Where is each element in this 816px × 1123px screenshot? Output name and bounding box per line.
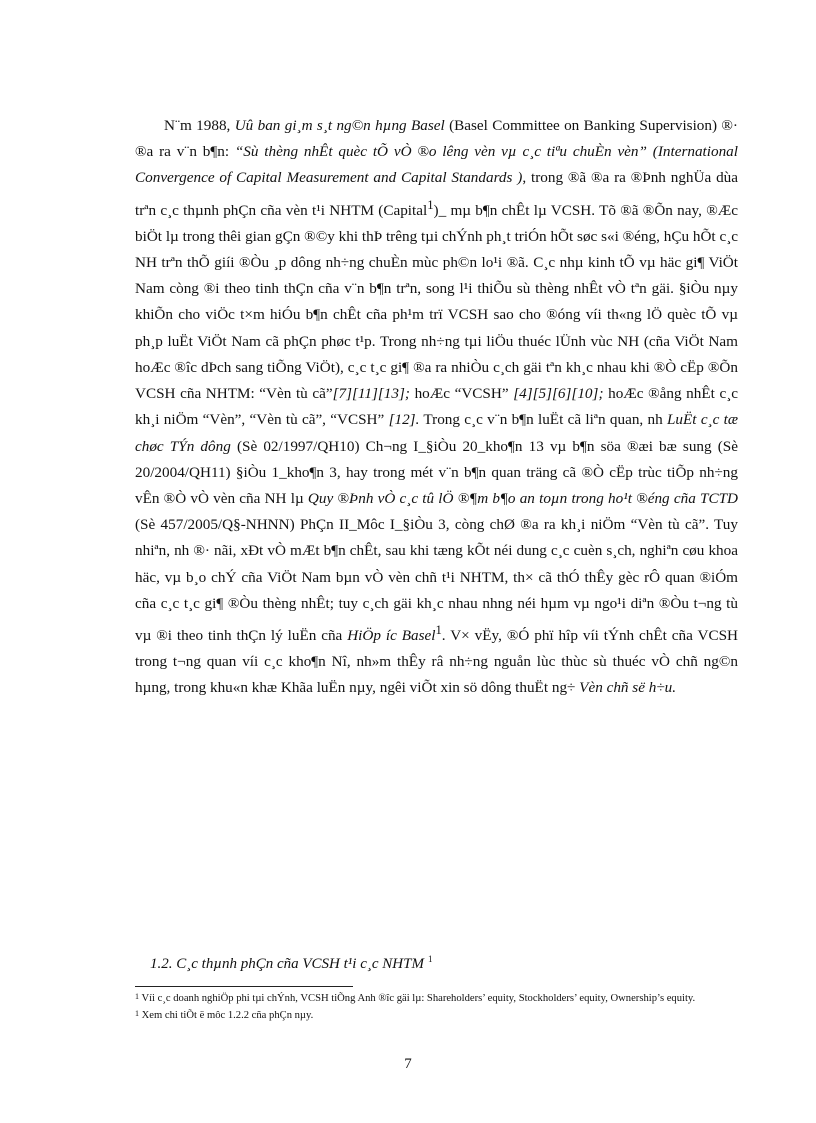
italic-text-run: Quy ®Þnh vÒ c¸c tû lÖ ®¶m b¶o an toµn trong ho¹t ®éng cña TCTD [307,489,738,507]
footnote-marker: 1 [435,622,442,637]
body-paragraph [135,113,738,702]
footnote-text: Xem chi tiÕt ë môc 1.2.2 cña phÇn nµy. [139,1010,314,1022]
italic-text-run: LuËt c¸c tæ chøc TÝn dông [135,411,738,455]
italic-text-run: “Sù thèng nhÊt quèc tÕ vÒ ®o lêng vèn vµ c¸c tiªu chuÈn vèn” (International Convergence of Capital Measurement and Capital Standards ) [135,143,738,187]
text-run: )_ mµ b¶n chÊt lµ VCSH. Tõ ®ã ®Õn nay, ®Æc biÖt lµ trong thêi gian gÇn ®©y khi thÞ trêng tµi chÝnh ph¸t triÓn hÕt søc s«i ®éng, hÇu hÕt c¸c NH trªn thÕ giíi ®Òu ¸p dông nh÷ng chuÈn mùc ph©n lo¹i ®ã. C¸c nhµ kinh tÕ vµ häc gi¶ ViÖt Nam còng ®i theo tinh thÇn cña v¨n b¶n trªn, song l¹i thiÕu sù thèng nhÊt vÒ tªn gäi. §iÒu nµy khiÕn cho viÖc t×m hiÓu b¶n chÊt cña ph¹m trï VCSH sao cho ®óng víi th«ng lÖ quèc tÕ vµ ph¸p luËt ViÖt Nam cã phÇn phøc t¹p. Trong nh÷ng tµi liÖu thuéc lÜnh vùc NH (cña ViÖt Nam hoÆc ®îc dÞch sang tiÕng ViÖt), c¸c t¸c gi¶ ®a ra nhiÒu c¸ch gäi tªn kh¸c nhau khi ®Ò cËp ®Õn VCSH cña NHTM: “Vèn tù cã” [135,201,738,403]
italic-text-run: HiÖp íc Basel [347,626,436,644]
text-run: Trong c¸c v¨n b¶n luËt cã liªn quan, nh [419,411,667,429]
body-paragraph-block [135,113,738,702]
text-run: (Sè 457/2005/Q§-NHNN) PhÇn II_Môc I_§iÒu 3, còng chØ ®a ra kh¸i niÖm “Vèn tù cã”. Tuy nhiªn, nh ®· nãi, xÐt vÒ mÆt b¶n chÊt, sau khi tæng kÕt néi dung c¸c cuèn s¸ch, nghiªn cøu khoa häc, vµ b¸o chÝ cña ViÖt Nam bµn vÒ vèn chñ t¹i NHTM, th× cã thÓ thÊy gèc rÔ quan ®iÓm cña c¸c t¸c gi¶ ®Òu thèng nhÊt; tuy c¸ch gäi kh¸c nhau nhng néi hµm vµ ngo¹i diªn ®Òu t¬ng tù vµ ®i theo tinh thÇn lý luËn cña [135,516,738,644]
text-run: N¨m 1988, [164,117,235,134]
page-number: 7 [404,1056,412,1072]
text-run: , trong ®ã ®a ra ®Þnh nghÜa dùa trªn c¸c thµnh phÇn cña vèn t¹i NHTM (Capital [135,169,738,219]
citation-run: [7][11][13]; [332,385,410,403]
citation-run: [12]. [388,411,420,429]
footnote-mark: 1 [135,992,139,1001]
footnote-text: Víi c¸c doanh nghiÖp phi tµi chÝnh, VCSH tiÕng Anh ®îc gäi lµ: Shareholders’ equity, Stockholders’ equity, Ownership’s equity. [139,993,696,1004]
section-heading [150,954,650,973]
footnote [135,1007,735,1022]
text-run: hoÆc ®ång nhÊt c¸c kh¸i niÖm “Vèn”, “Vèn tù cã”, “VCSH” [135,385,739,429]
citation-run: [4][5][6][10]; [513,385,604,403]
text-run: (Basel Committee on Banking Supervision) ®· ®a ra v¨n b¶n: [135,117,738,161]
text-run: (Sè 02/1997/QH10) Ch¬ng I_§iÒu 20_kho¶n 13 vµ b¶n söa ®æi bæ sung (Sè 20/2004/QH11) §iÒu 1_kho¶n 3, hay trong mét v¨n b¶n quan träng cã ®Ò cËp trùc tiÕp nh÷ng vÊn ®Ò vÒ vèn cña NH lµ [135,437,738,507]
italic-text-run: Uû ban gi¸m s¸t ng©n hµng Basel [234,117,445,134]
footnote-marker: 1 [427,954,433,964]
footnote [135,990,735,1005]
text-run: hoÆc “VCSH” [409,385,514,403]
footnote-marker: 1 [427,197,434,212]
footnotes [135,990,735,1025]
footnote-separator [135,986,353,987]
italic-text-run: Vèn chñ së h÷u. [579,679,677,697]
text-run: . V× vËy, ®Ó phï hîp víi tÝnh chÊt cña VCSH trong t¬ng quan víi c¸c kho¶n Nî, nh»m thÊy râ nh÷ng nguån lùc thùc sù thuéc vÒ chñ ng©n hµng, trong khu«n khæ Khãa luËn nµy, ngêi viÕt xin sö dông thuËt ng÷ [135,626,739,697]
section-heading-text: 1.2. C¸c thµnh phÇn cña VCSH t¹i c¸c NHTM [150,956,424,972]
footnote-mark: 1 [135,1009,139,1019]
